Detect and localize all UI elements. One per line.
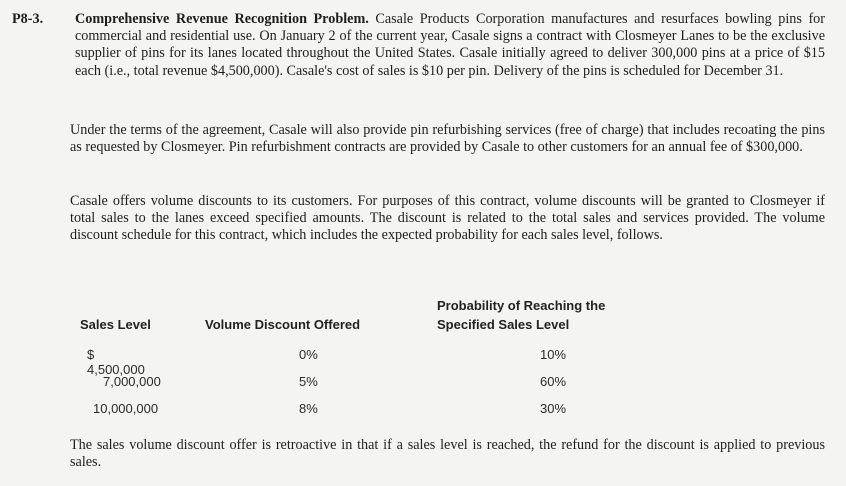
cell-discount-3: 8% [299, 401, 318, 416]
problem-intro-paragraph [75, 11, 825, 80]
header-volume-discount: Volume Discount Offered [205, 317, 361, 332]
cell-probability-3: 30% [540, 401, 567, 416]
cell-probability-2: 60% [540, 374, 567, 389]
cell-sales-2: 7,000,000 [103, 374, 161, 389]
retroactive-paragraph: The sales volume discount offer is retroactive in that if a sales level is reached, the refund for the discount is applied to previous sales. [70, 437, 825, 471]
header-probability-line2: Specified Sales Level [437, 317, 570, 332]
header-sales-level: Sales Level [80, 317, 151, 332]
header-probability-line1: Probability of Reaching the [437, 298, 606, 313]
cell-discount-1: 0% [299, 347, 318, 362]
problem-title: Comprehensive Revenue Recognition Problem. [75, 11, 369, 27]
cell-probability-1: 10% [540, 347, 567, 362]
problem-intro-text: Casale Products Corporation manufactures and resurfaces bowling pins for commercial and residential use. On January 2 of the current year, Casale signs a contract with Closmeyer Lanes to be the exclusive supplier of pins for its lanes located throughout the United States. Casale initially agreed to deliver 300,000 pins at a price of $15 each (i.e., total revenue $4,500,000). Casale's cost of sales is $10 per pin. Delivery of the pins is scheduled for December 31. [75, 11, 825, 79]
refurbishing-paragraph: Under the terms of the agreement, Casale will also provide pin refurbishing services (free of charge) that includes recoating the pins as requested by Closmeyer. Pin refurbishment contracts are provided by Casale to other customers for an annual fee of $300,000. [70, 122, 825, 156]
cell-sales-3: 10,000,000 [93, 401, 159, 416]
volume-discount-paragraph: Casale offers volume discounts to its customers. For purposes of this contract, volume discounts will be granted to Closmeyer if total sales to the lanes exceed specified amounts. The discount is related to the total sales and services provided. The volume discount schedule for this contract, which includes the expected probability for each sales level, follows. [70, 193, 825, 244]
cell-discount-2: 5% [299, 374, 318, 389]
cell-sales-1: $ 4,500,000 [87, 347, 145, 377]
problem-number: P8-3. [12, 11, 44, 27]
